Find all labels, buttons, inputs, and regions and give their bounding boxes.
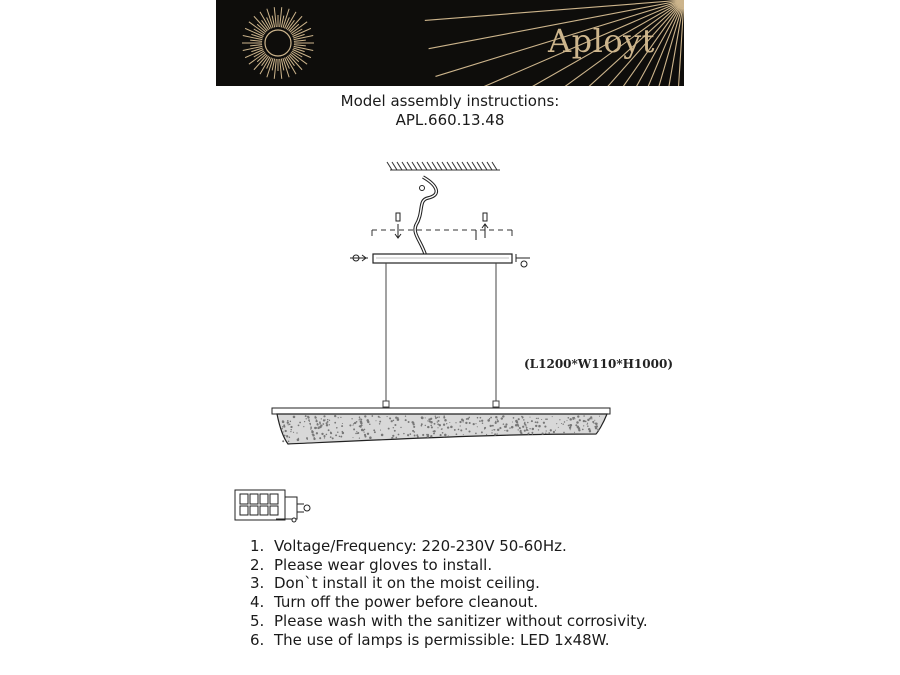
instruction-number: 2. bbox=[250, 555, 265, 574]
terminal-block-diagram bbox=[235, 490, 310, 522]
instruction-item bbox=[250, 593, 648, 612]
instruction-item bbox=[250, 612, 648, 631]
instruction-text: Turn off the power before cleanout. bbox=[274, 593, 539, 612]
instruction-text: The use of lamps is permissible: LED 1x48W. bbox=[274, 630, 610, 649]
instruction-number: 5. bbox=[250, 611, 265, 630]
lamp-body bbox=[272, 408, 610, 444]
instruction-item bbox=[250, 631, 648, 650]
instruction-item bbox=[250, 537, 648, 556]
suspension-cable bbox=[383, 263, 499, 407]
instruction-item bbox=[250, 574, 648, 593]
screw-icon bbox=[395, 213, 488, 240]
brand-name: Aployt bbox=[548, 22, 656, 60]
instruction-text: Don`t install it on the moist ceiling. bbox=[274, 574, 540, 593]
instruction-item bbox=[250, 556, 648, 575]
mounting-bracket bbox=[372, 230, 512, 236]
instruction-text: Please wash with the sanitizer without corrosivity. bbox=[274, 611, 648, 630]
canopy-plate bbox=[373, 254, 512, 263]
instruction-text: Please wear gloves to install. bbox=[274, 555, 493, 574]
dimension-label: (L1200*W110*H1000) bbox=[524, 357, 674, 371]
power-cord bbox=[415, 177, 436, 257]
instruction-list bbox=[250, 537, 648, 649]
instruction-number: 6. bbox=[250, 630, 265, 649]
ceiling-hatch bbox=[387, 162, 500, 170]
instruction-number: 1. bbox=[250, 537, 265, 555]
instruction-number: 3. bbox=[250, 574, 265, 593]
model-number: APL.660.13.48 bbox=[395, 111, 505, 129]
instruction-text: Voltage/Frequency: 220-230V 50-60Hz. bbox=[274, 537, 567, 555]
instruction-number: 4. bbox=[250, 593, 265, 612]
page-title: Model assembly instructions: bbox=[340, 92, 560, 110]
